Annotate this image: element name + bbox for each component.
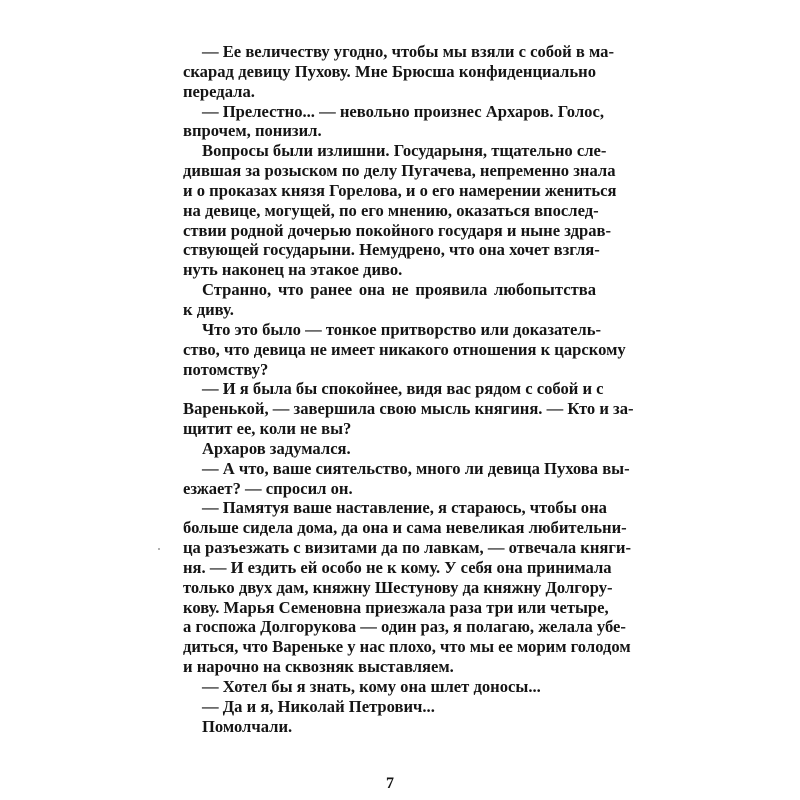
text-line: Помолчали. — [202, 716, 293, 736]
text-line: езжает? — спросил он. — [183, 478, 353, 498]
text-line: ня. — И ездить ей особо не к кому. У себя она принимала — [183, 557, 612, 577]
text-line: — Ее величеству угодно, чтобы мы взяли с собой в ма- — [202, 42, 614, 61]
text-line: и нарочно на сквозняк выставляем. — [183, 657, 454, 677]
text-line: Странно, что ранее она не проявила любопытства — [202, 280, 596, 300]
text-line: — И я была бы спокойнее, видя вас рядом с собой и с — [202, 379, 604, 399]
text-line: больше сидела дома, да она и сама невеликая любительни- — [183, 518, 627, 538]
text-line: ца разъезжать с визитами да по лавкам, — отвечала княги- — [183, 538, 632, 558]
text-line: щитит ее, коли не вы? — [183, 419, 352, 439]
text-line: кову. Марья Семеновна приезжала раза три или четыре, — [183, 597, 609, 617]
page-number: 7 — [386, 775, 394, 792]
text-line: впрочем, понизил. — [183, 121, 322, 141]
text-line: дившая за розыском по делу Пугачева, непременно знала — [183, 161, 616, 181]
text-line: Архаров задумался. — [202, 438, 351, 458]
text-line: к диву. — [183, 299, 234, 319]
text-line: Что это было — тонкое притворство или доказатель- — [202, 319, 602, 339]
text-line: на девице, могущей, по его мнению, оказаться впослед- — [183, 200, 599, 220]
text-line: — А что, ваше сиятельство, много ли девица Пухова вы- — [202, 458, 630, 478]
text-line: потомству? — [183, 359, 269, 379]
text-line: передала. — [183, 81, 255, 101]
text-line: — Памятуя ваше наставление, я стараюсь, чтобы она — [202, 498, 607, 518]
text-line: ствующей государыни. Немудрено, что она хочет взгля- — [183, 240, 600, 260]
text-line: только двух дам, княжну Шестунову да княжну Долгору- — [183, 577, 613, 597]
text-line: — Прелестно... — невольно произнес Архаров. Голос, — [202, 101, 604, 121]
text-line: ствии родной дочерью покойного государя и ныне здрав- — [183, 220, 611, 240]
body-text — [183, 42, 634, 737]
text-line: — Хотел бы я знать, кому она шлет доносы... — [202, 677, 541, 696]
text-line: Вопросы были излишни. Государыня, тщательно сле- — [202, 141, 607, 161]
text-line: нуть наконец на этакое диво. — [183, 260, 403, 280]
text-line: — Да и я, Николай Петрович... — [202, 696, 435, 716]
text-line: Варенькой, — завершила свою мысль княгиня. — Кто и за- — [183, 399, 634, 419]
text-line: скарад девицу Пухову. Мне Брюсша конфиденциально — [183, 61, 596, 81]
text-line: и о проказах князя Горелова, и о его намерении жениться — [183, 180, 617, 200]
scan-speck — [158, 548, 160, 550]
text-line: ство, что девица не имеет никакого отношения к царскому — [183, 339, 626, 359]
text-line: диться, что Вареньке у нас плохо, что мы ее морим голодом — [183, 637, 631, 657]
text-line: а госпожа Долгорукова — один раз, я полагаю, желала убе- — [183, 617, 626, 637]
